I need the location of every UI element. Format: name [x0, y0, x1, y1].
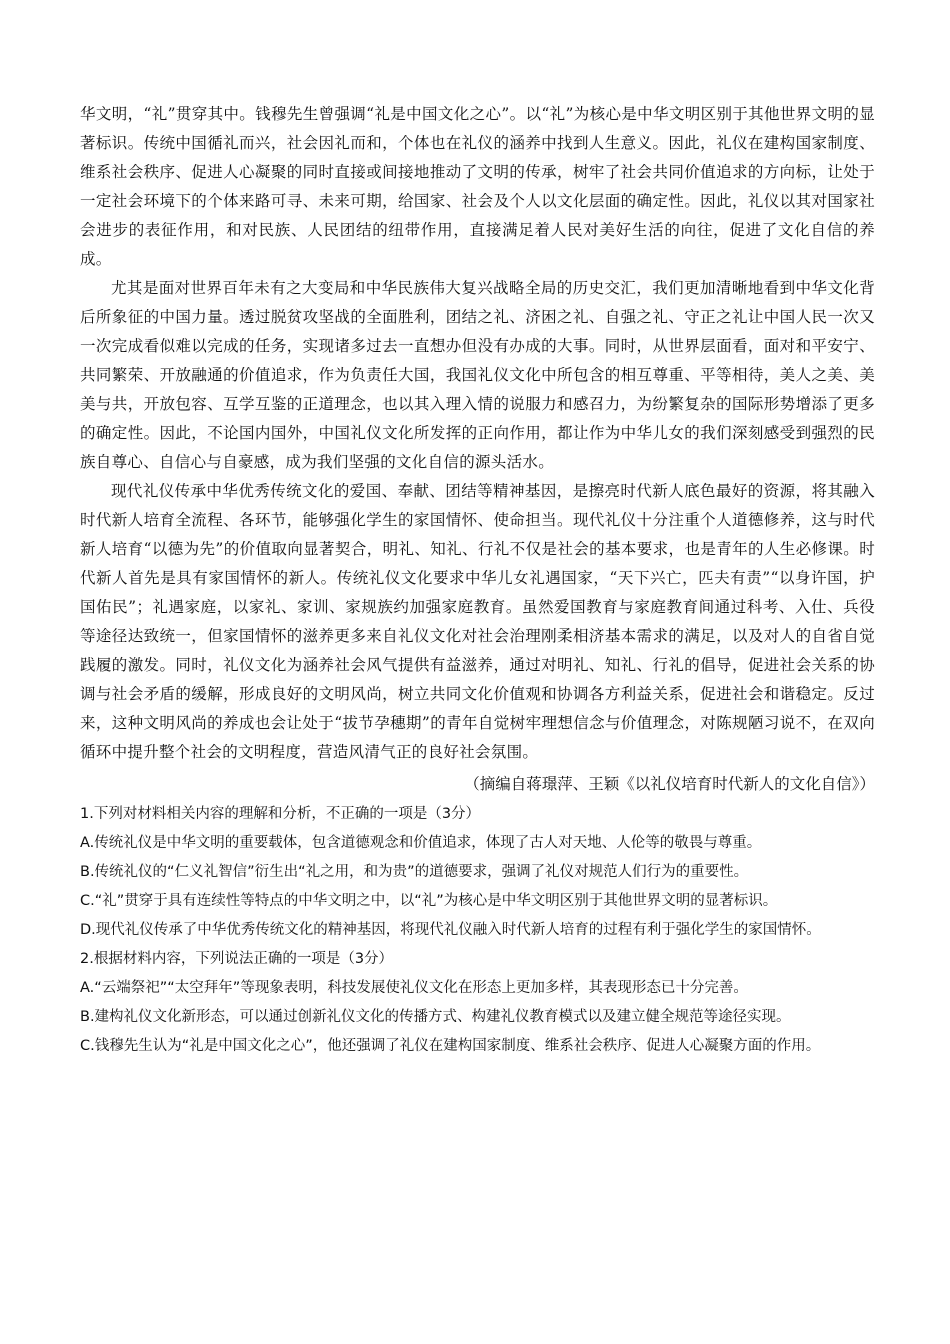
- passage-source: （摘编自蒋璟萍、王颖《以礼仪培育时代新人的文化自信》）: [464, 775, 875, 793]
- question-2-option-b: B.建构礼仪文化新形态，可以通过创新礼仪文化的传播方式、构建礼仪教育模式以及建立健全规范等途径实现。: [80, 1009, 791, 1025]
- question-1-stem: 1.下列对材料相关内容的理解和分析，不正确的一项是（3分）: [80, 806, 481, 822]
- question-2-option-c: C.钱穆先生认为“礼是中国文化之心”，他还强调了礼仪在建构国家制度、维系社会秩序、促进人心凝聚方面的作用。: [80, 1038, 821, 1054]
- passage-paragraph-1: 华文明，“礼”贯穿其中。钱穆先生曾强调“礼是中国文化之心”。以“礼”为核心是中华文明区别于其他世界文明的显著标识。传统中国循礼而兴，社会因礼而和，个体也在礼仪的涵养中找到人生意义。因此，礼仪在建构国家制度、维系社会秩序、促进人心凝聚的同时直接或间接地推动了文明的传承，树牢了社会共同价值追求的方向标，让处于一定社会环境下的个体来路可寻、未来可期，给国家、社会及个人以文化层面的确定性。因此，礼仪以其对国家社会进步的表征作用，和对民族、人民团结的纽带作用，直接满足着人民对美好生活的向往，促进了文化自信的养成。: [80, 105, 875, 268]
- question-1: [80, 800, 875, 945]
- passage-paragraph-2: 尤其是面对世界百年未有之大变局和中华民族伟大复兴战略全局的历史交汇，我们更加清晰地看到中华文化背后所象征的中国力量。透过脱贫攻坚战的全面胜利，团结之礼、济困之礼、自强之礼、守正之礼让中国人民一次又一次完成看似难以完成的任务，实现诸多过去一直想办但没有办成的大事。同时，从世界层面看，面对和平安宁、共同繁荣、开放融通的价值追求，作为负责任大国，我国礼仪文化中所包含的相互尊重、平等相待，美人之美、美美与共，开放包容、互学互鉴的正道理念，也以其入理入情的说服力和感召力，为纷繁复杂的国际形势增添了更多的确定性。因此，不论国内国外，中国礼仪文化所发挥的正向作用，都让作为中华儿女的我们深刻感受到强烈的民族自尊心、自信心与自豪感，成为我们坚强的文化自信的源头活水。: [80, 279, 875, 471]
- question-1-option-a: A.传统礼仪是中华文明的重要载体，包含道德观念和价值追求，体现了古人对天地、人伦等的敬畏与尊重。: [80, 835, 762, 851]
- question-2: [80, 945, 875, 1061]
- question-1-option-d: D.现代礼仪传承了中华优秀传统文化的精神基因，将现代礼仪融入时代新人培育的过程有利于强化学生的家国情怀。: [80, 922, 821, 938]
- question-2-option-a: A.“云端祭祀”“太空拜年”等现象表明，科技发展使礼仪文化在形态上更加多样，其表现形态已十分完善。: [80, 980, 748, 996]
- question-1-option-b: B.传统礼仪的“仁义礼智信”衍生出“礼之用，和为贵”的道德要求，强调了礼仪对规范人们行为的重要性。: [80, 864, 749, 880]
- question-1-option-c: C.“礼”贯穿于具有连续性等特点的中华文明之中，以“礼”为核心是中华文明区别于其他世界文明的显著标识。: [80, 893, 778, 909]
- passage-paragraph-3: 现代礼仪传承中华优秀传统文化的爱国、奉献、团结等精神基因，是擦亮时代新人底色最好的资源，将其融入时代新人培育全流程、各环节，能够强化学生的家国情怀、使命担当。现代礼仪十分注重个人道德修养，这与时代新人培育“以德为先”的价值取向显著契合，明礼、知礼、行礼不仅是社会的基本要求，也是青年的人生必修课。时代新人首先是具有家国情怀的新人。传统礼仪文化要求中华儿女礼遇国家，“天下兴亡，匹夫有责”“以身许国，护国佑民”；礼遇家庭，以家礼、家训、家规族约加强家庭教育。虽然爱国教育与家庭教育间通过科考、入仕、兵役等途径达致统一，但家国情怀的滋养更多来自礼仪文化对社会治理刚柔相济基本需求的满足，以及对人的自省自觉践履的激发。同时，礼仪文化为涵养社会风气提供有益滋养，通过对明礼、知礼、行礼的倡导，促进社会关系的协调与社会矛盾的缓解，形成良好的文明风尚，树立共同文化价值观和协调各方利益关系，促进社会和谐稳定。反过来，这种文明风尚的养成也会让处于“拔节孕穗期”的青年自觉树牢理想信念与价值理念，对陈规陋习说不，在双向循环中提升整个社会的文明程度，营造风清气正的良好社会氛围。: [80, 482, 875, 761]
- question-2-stem: 2.根据材料内容，下列说法正确的一项是（3分）: [80, 951, 394, 967]
- document-page: [80, 100, 875, 1061]
